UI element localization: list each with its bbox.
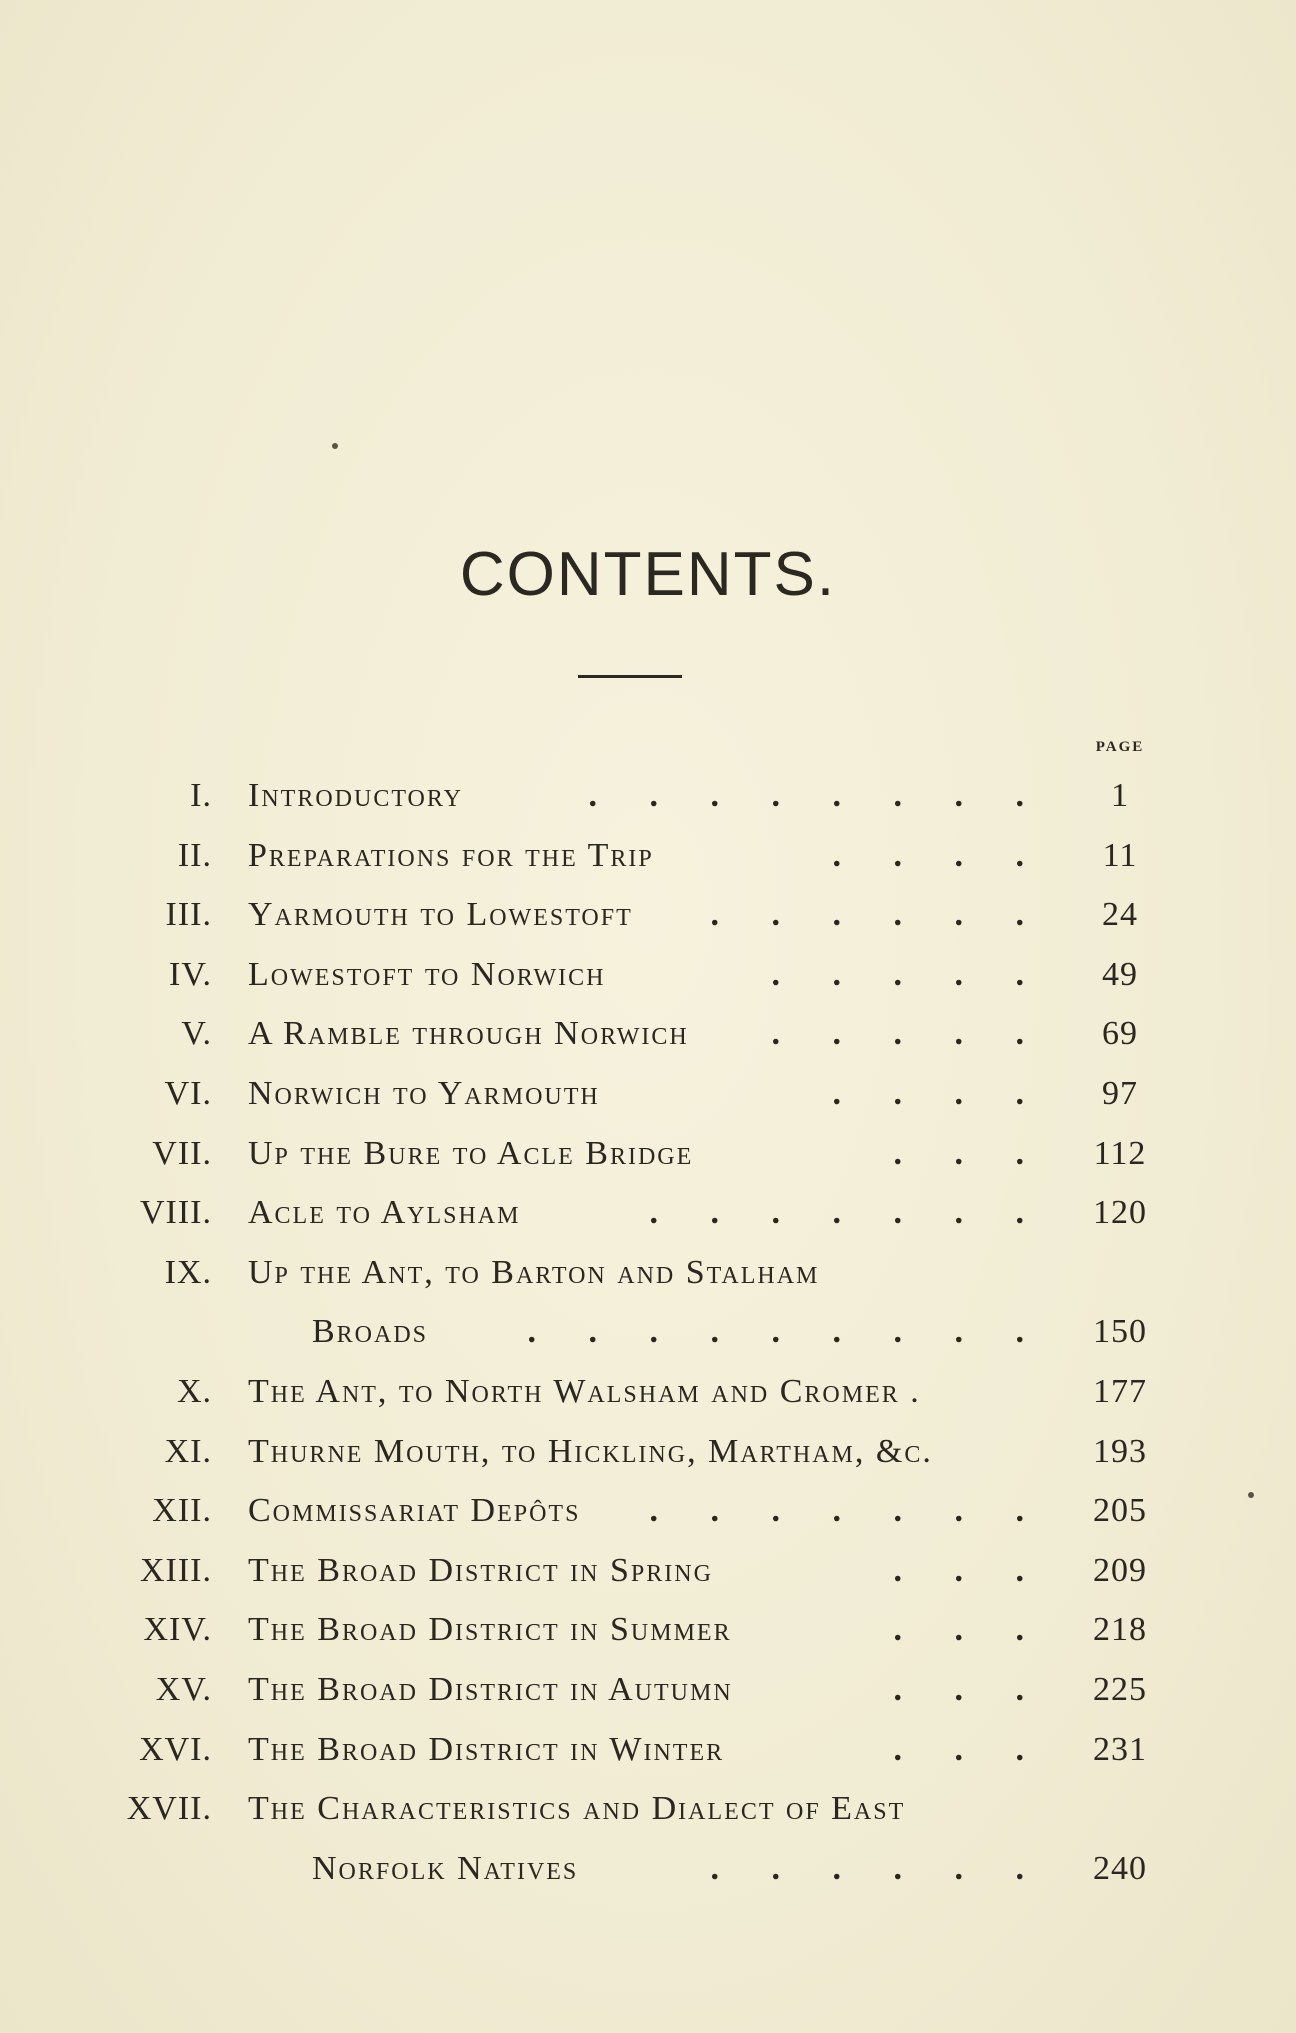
toc-row <box>0 1006 1296 1062</box>
dot-leader: . . . . <box>832 1075 1046 1112</box>
chapter-number: II. <box>177 836 212 874</box>
page-number: 209 <box>1093 1551 1147 1589</box>
chapter-number: XIV. <box>143 1611 212 1649</box>
page-title: CONTENTS. <box>459 540 837 609</box>
chapter-title: Thurne Mouth, to Hickling, Martham, &c. <box>248 1432 933 1470</box>
dot-leader: . . . <box>893 1551 1046 1589</box>
page-number: 231 <box>1093 1730 1147 1768</box>
chapter-number: XI. <box>164 1432 212 1470</box>
chapter-title: The Characteristics and Dialect of East <box>248 1790 906 1828</box>
toc-row <box>0 1781 1296 1837</box>
toc-row <box>0 1185 1296 1241</box>
page-number: 24 <box>1102 896 1138 934</box>
chapter-number: I. <box>190 777 212 814</box>
chapter-number: VI. <box>164 1075 212 1112</box>
dot-leader: . . . . . . <box>710 896 1046 934</box>
chapter-title: A Ramble through Norwich <box>248 1015 689 1053</box>
chapter-title: Preparations for the Trip <box>248 836 654 874</box>
chapter-number: IV. <box>169 955 212 993</box>
page-number: 11 <box>1102 836 1138 874</box>
dot-leader: . . . . . <box>771 955 1046 993</box>
chapter-title: Up the Ant, to Barton and Stalham <box>248 1253 820 1291</box>
page-number: 112 <box>1093 1134 1147 1172</box>
page-number: 225 <box>1093 1671 1147 1708</box>
dot-leader: . . . . . <box>771 1015 1046 1053</box>
chapter-number: VII. <box>152 1134 212 1172</box>
toc-row <box>0 1662 1296 1718</box>
chapter-number: X. <box>176 1373 212 1410</box>
chapter-title: Norfolk Natives <box>312 1849 579 1887</box>
dot-leader: . . . <box>893 1730 1046 1768</box>
chapter-number: XVII. <box>126 1790 212 1828</box>
toc-row <box>0 1722 1296 1778</box>
dot-leader: . . . . <box>832 836 1046 874</box>
chapter-number: XVI. <box>139 1730 212 1768</box>
chapter-title: The Ant, to North Walsham and Cromer . <box>248 1373 921 1410</box>
toc-row <box>0 1602 1296 1658</box>
chapter-title: Broads <box>312 1313 429 1351</box>
page-number: 69 <box>1102 1015 1138 1053</box>
page-number: 177 <box>1093 1373 1147 1410</box>
dot-leader: . . . . . . . . . <box>527 1313 1046 1351</box>
chapter-number: XIII. <box>139 1551 212 1589</box>
dot-leader: . . . <box>893 1611 1046 1649</box>
toc-row <box>0 887 1296 943</box>
toc-row <box>0 1483 1296 1539</box>
chapter-number: XII. <box>152 1492 212 1530</box>
chapter-title: Commissariat Depôts <box>248 1492 581 1530</box>
toc-row <box>0 1066 1296 1122</box>
toc-row <box>0 1304 1296 1360</box>
chapter-title: Up the Bure to Acle Bridge <box>248 1134 694 1172</box>
chapter-number: IX. <box>164 1253 212 1291</box>
dot-leader: . . . <box>893 1134 1046 1172</box>
chapter-title: Lowestoft to Norwich <box>248 955 606 993</box>
paper-speck <box>332 443 338 449</box>
dot-leader: . . . . . . . . <box>588 777 1046 814</box>
chapter-title: Yarmouth to Lowestoft <box>248 896 633 934</box>
toc-row <box>0 947 1296 1003</box>
toc-row <box>0 768 1296 824</box>
toc-row <box>0 1245 1296 1301</box>
toc-row <box>0 1543 1296 1599</box>
toc-row <box>0 1841 1296 1897</box>
page-number: 120 <box>1093 1194 1147 1232</box>
toc-row <box>0 1424 1296 1480</box>
dot-leader: . . . . . . . <box>649 1194 1046 1232</box>
page-number: 1 <box>1111 777 1129 814</box>
page-number: 218 <box>1093 1611 1147 1649</box>
chapter-title: Acle to Aylsham <box>248 1194 521 1232</box>
chapter-title: The Broad District in Winter <box>248 1730 725 1768</box>
toc-row <box>0 1126 1296 1182</box>
page-number: 49 <box>1102 955 1138 993</box>
chapter-title: The Broad District in Autumn <box>248 1671 733 1708</box>
dot-leader: . . . . . . . <box>649 1492 1046 1530</box>
chapter-title: The Broad District in Summer <box>248 1611 732 1649</box>
page-column-label: PAGE <box>1095 739 1145 755</box>
toc-row <box>0 828 1296 884</box>
paper-speck <box>1248 1492 1254 1498</box>
page-number: 97 <box>1102 1075 1138 1112</box>
page-number: 240 <box>1093 1849 1147 1887</box>
chapter-number: III. <box>165 896 212 934</box>
chapter-title: Norwich to Yarmouth <box>248 1075 600 1112</box>
chapter-number: V. <box>181 1015 212 1053</box>
dot-leader: . . . . . . <box>710 1849 1046 1887</box>
page-number: 205 <box>1093 1492 1147 1530</box>
chapter-number: VIII. <box>139 1194 212 1232</box>
page-number: 150 <box>1093 1313 1147 1351</box>
dot-leader: . . . <box>893 1671 1046 1708</box>
chapter-title: Introductory <box>248 777 463 814</box>
page-number: 193 <box>1093 1432 1147 1470</box>
toc-row <box>0 1364 1296 1420</box>
chapter-title: The Broad District in Spring <box>248 1551 713 1589</box>
chapter-number: XV. <box>155 1671 212 1708</box>
